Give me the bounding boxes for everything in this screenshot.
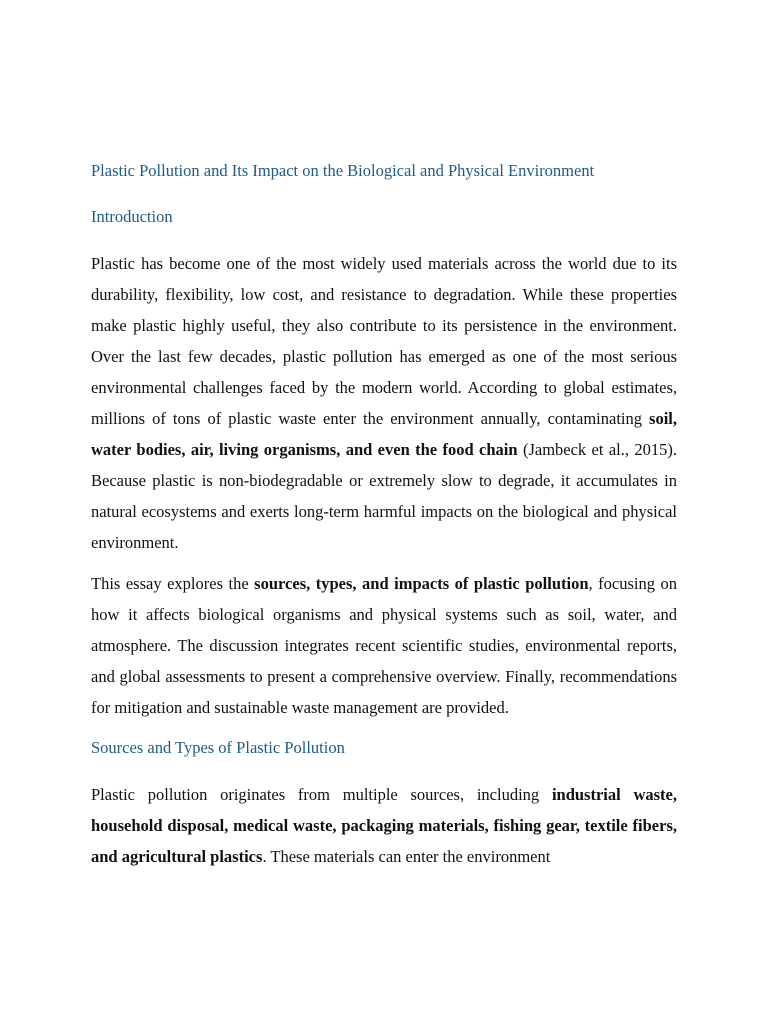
- intro-p2-text-a: This essay explores the: [91, 574, 255, 593]
- section-heading-introduction: Introduction: [91, 207, 173, 226]
- intro-paragraph-2: [91, 568, 677, 723]
- section-heading-sources: Sources and Types of Plastic Pollution: [91, 738, 345, 757]
- document-body: [91, 158, 677, 882]
- intro-p2-bold: sources, types, and impacts of plastic pollution: [254, 574, 589, 593]
- sources-p1-text-c: . These materials can enter the environment: [262, 847, 551, 866]
- intro-p1-bold: soil, water bodies, air, living organisms, and even the food chain: [91, 409, 677, 459]
- sources-paragraph-1: [91, 779, 677, 872]
- intro-paragraph-1: [91, 248, 677, 558]
- intro-p1-text-c: (Jambeck et al., 2015). Because plastic is non-biodegradable or extremely slow to degrade, it accumulates in natural ecosystems and exerts long-term harmful impacts on the biological and physical environment.: [91, 440, 677, 552]
- document-title: Plastic Pollution and Its Impact on the Biological and Physical Environment: [91, 161, 595, 180]
- sources-p1-bold: industrial waste, household disposal, medical waste, packaging materials, fishing gear, textile fibers, and agricultural plastics: [91, 785, 677, 866]
- intro-p1-text-a: Plastic has become one of the most widely used materials across the world due to its durability, flexibility, low cost, and resistance to degradation. While these properties make plastic highly useful, they also contribute to its persistence in the environment. Over the last few decades, plastic pollution has emerged as one of the most serious environmental challenges faced by the modern world. According to global estimates, millions of tons of plastic waste enter the environment annually, contaminating: [91, 254, 677, 428]
- sources-p1-text-a: Plastic pollution originates from multiple sources, including: [91, 785, 552, 804]
- intro-p2-text-c: , focusing on how it affects biological organisms and physical systems such as soil, water, and atmosphere. The discussion integrates recent scientific studies, environmental reports, and global assessments to present a comprehensive overview. Finally, recommendations for mitigation and sustainable waste management are provided.: [91, 574, 677, 717]
